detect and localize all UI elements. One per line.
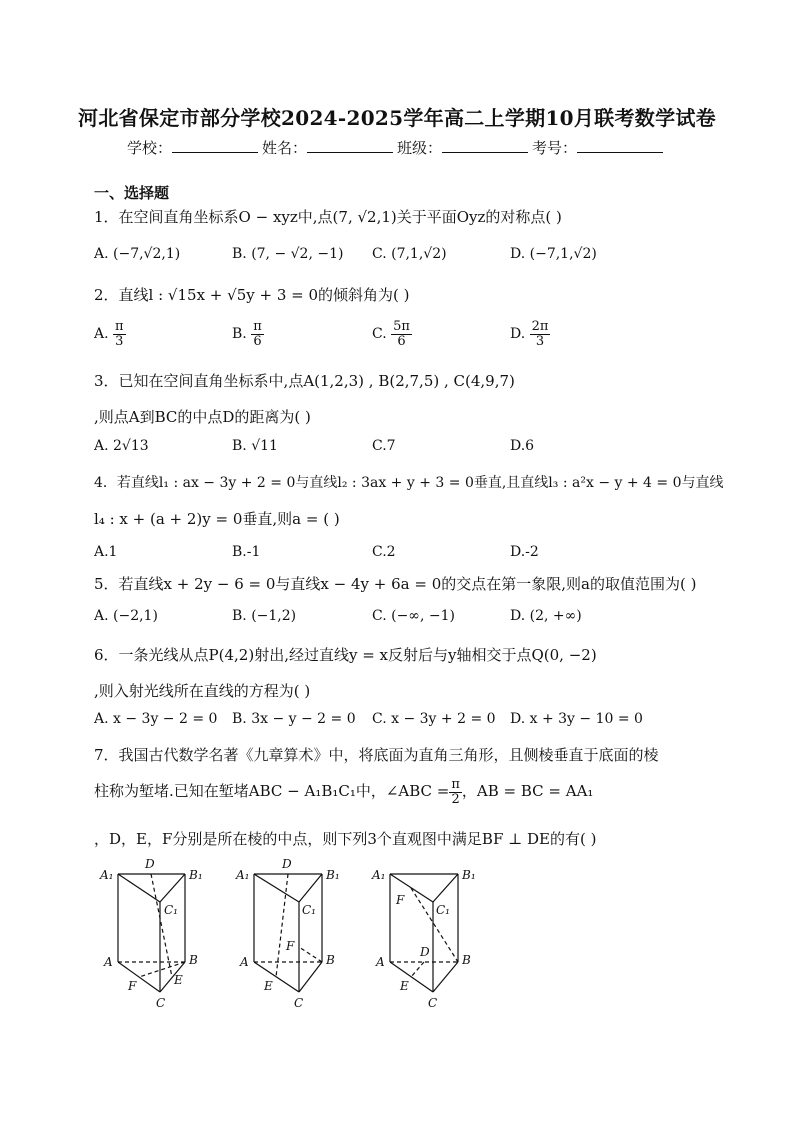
q3-stem-line2: ,则点A到BC的中点D的距离为( ) [94, 408, 311, 426]
q7-stem-line2-b: ，AB = BC = AA₁ [461, 782, 594, 801]
q6-option-d[interactable]: D. x + 3y − 10 = 0 [510, 711, 643, 727]
q7-angle-den: 2 [451, 791, 460, 807]
section-heading: 一、选择题 [94, 184, 170, 202]
q5-stem: 5．若直线x + 2y − 6 = 0与直线x − 4y + 6a = 0的交点在第一象限,则a的取值范围为( ) [94, 575, 697, 593]
fig3-label-c: C [428, 996, 438, 1010]
q7-stem-line1: 7．我国古代数学名著《九章算术》中，将底面为直角三角形，且侧棱垂直于底面的棱 [94, 746, 659, 764]
fig1-label-c1: C₁ [164, 903, 178, 917]
q2-c-num: 5π [393, 319, 410, 334]
q2-option-d[interactable] [510, 320, 550, 348]
q2-a-label: A. [94, 326, 109, 343]
exam-no-blank[interactable] [577, 138, 663, 153]
q3-stem-line1: 3．已知在空间直角坐标系中,点A(1,2,3) , B(2,7,5) , C(4,9,7) [94, 372, 515, 390]
student-info-line [0, 137, 794, 158]
figure-1 [90, 852, 220, 1012]
fig1-label-a1: A₁ [100, 868, 114, 882]
q4-option-a[interactable]: A.1 [94, 544, 118, 560]
q2-option-b[interactable] [232, 320, 264, 348]
q1-option-b[interactable]: B. (7, − √2, −1) [232, 246, 344, 262]
q3-option-a[interactable]: A. 2√13 [94, 438, 149, 454]
fig3-label-b: B [462, 953, 471, 967]
fig2-edge-a1c1 [254, 874, 299, 902]
q3-option-d[interactable]: D.6 [510, 438, 535, 454]
q2-a-fraction [113, 320, 126, 348]
fig3-label-b1: B₁ [462, 868, 476, 882]
fig2-label-a: A [240, 955, 249, 969]
fig1-edge-b1c1 [160, 874, 185, 902]
q6-option-b[interactable]: B. 3x − y − 2 = 0 [232, 711, 356, 727]
q1-option-d[interactable]: D. (−7,1,√2) [510, 246, 597, 262]
fig2-label-e: E [264, 979, 273, 993]
q7-stem-line2 [94, 778, 593, 806]
q2-d-label: D. [510, 326, 526, 343]
q2-d-den: 3 [535, 333, 545, 349]
fig2-edge-bc [299, 962, 322, 992]
fig3-edge-ac [390, 962, 433, 992]
q6-option-c[interactable]: C. x − 3y + 2 = 0 [372, 711, 496, 727]
q1-option-c[interactable]: C. (7,1,√2) [372, 246, 447, 262]
q7-angle-fraction [449, 778, 462, 806]
q4-option-d[interactable]: D.-2 [510, 544, 539, 560]
q2-b-fraction [251, 320, 264, 348]
q6-stem-line1: 6．一条光线从点P(4,2)射出,经过直线y = x反射后与y轴相交于点Q(0, −2) [94, 646, 597, 664]
name-label: 姓名： [261, 139, 307, 157]
fig2-label-c1: C₁ [302, 903, 316, 917]
q5-option-b[interactable]: B. (−1,2) [232, 608, 297, 624]
fig3-segment-bf [411, 888, 458, 962]
q4-stem-line2: l₄ : x + (a + 2)y = 0垂直,则a = ( ) [94, 510, 340, 528]
fig2-edge-ac [254, 962, 299, 992]
fig2-segment-bf [299, 947, 322, 962]
q7-stem-line3: ，D，E，F分别是所在棱的中点，则下列3个直观图中满足BF ⊥ DE的有( ) [94, 830, 597, 848]
q2-c-fraction [391, 320, 412, 348]
q1-option-a[interactable]: A. (−7,√2,1) [94, 246, 181, 262]
fig2-label-b: B [326, 953, 335, 967]
figure-2 [232, 852, 362, 1012]
q2-a-num: π [115, 319, 124, 334]
fig2-label-b1: B₁ [326, 868, 340, 882]
q4-stem-line1: 4．若直线l₁ : ax − 3y + 2 = 0与直线l₂ : 3ax + y + 3 = 0垂直,且直线l₃ : a²x − y + 4 = 0与直线 [94, 475, 724, 491]
q2-d-fraction [530, 320, 551, 348]
q2-a-den: 3 [115, 333, 124, 349]
q1-stem: 1．在空间直角坐标系O − xyz中,点(7, √2,1)关于平面Oyz的对称点( ) [94, 208, 562, 226]
fig1-label-f: F [128, 979, 137, 993]
fig3-label-d: D [420, 945, 430, 959]
exam-no-label: 考号： [532, 139, 578, 157]
q4-option-b[interactable]: B.-1 [232, 544, 261, 560]
class-label: 班级： [397, 139, 443, 157]
fig1-label-d: D [145, 857, 155, 871]
fig3-edge-bc [433, 962, 458, 992]
fig1-label-c: C [156, 996, 166, 1010]
name-blank[interactable] [307, 138, 393, 153]
q2-b-den: 6 [253, 333, 262, 349]
q2-option-c[interactable] [372, 320, 412, 348]
fig2-label-c: C [294, 996, 304, 1010]
q6-option-a[interactable]: A. x − 3y − 2 = 0 [94, 711, 218, 727]
q7-stem-line2-a: 柱称为堑堵.已知在堑堵ABC − A₁B₁C₁中，∠ABC = [94, 782, 450, 801]
fig2-label-d: D [282, 857, 292, 871]
q2-option-a[interactable] [94, 320, 126, 348]
fig1-label-a: A [104, 955, 113, 969]
fig1-label-b: B [189, 953, 198, 967]
q2-b-label: B. [232, 326, 247, 343]
q2-b-num: π [253, 319, 262, 334]
q7-angle-num: π [451, 777, 460, 792]
fig3-segment-de [411, 962, 424, 977]
fig2-label-a1: A₁ [236, 868, 250, 882]
q5-option-d[interactable]: D. (2, +∞) [510, 608, 582, 624]
school-label: 学校： [126, 139, 172, 157]
fig1-edge-ac [118, 962, 160, 992]
fig2-label-f: F [286, 939, 295, 953]
fig3-label-a: A [376, 955, 385, 969]
q5-option-a[interactable]: A. (−2,1) [94, 608, 158, 624]
q4-option-c[interactable]: C.2 [372, 544, 396, 560]
fig3-label-c1: C₁ [436, 903, 450, 917]
fig1-label-e: E [174, 973, 183, 987]
fig3-edge-b1c1 [433, 874, 458, 902]
fig2-edge-b1c1 [299, 874, 322, 902]
fig1-label-b1: B₁ [189, 868, 203, 882]
fig3-label-f: F [396, 893, 405, 907]
class-blank[interactable] [442, 138, 528, 153]
q2-stem: 2．直线l : √15x + √5y + 3 = 0的倾斜角为( ) [94, 286, 410, 304]
figure-3 [370, 852, 500, 1012]
fig3-label-e: E [400, 979, 409, 993]
school-blank[interactable] [172, 138, 258, 153]
page-title: 河北省保定市部分学校2024-2025学年高二上学期10月联考数学试卷 [78, 106, 716, 130]
q3-option-b[interactable]: B. √11 [232, 438, 278, 454]
q6-stem-line2: ,则入射光线所在直线的方程为( ) [94, 682, 311, 700]
q3-option-c[interactable]: C.7 [372, 438, 396, 454]
q2-c-den: 6 [397, 333, 406, 349]
q2-c-label: C. [372, 326, 387, 343]
q2-d-num: 2π [531, 319, 549, 334]
fig3-label-a1: A₁ [372, 868, 386, 882]
q5-option-c[interactable]: C. (−∞, −1) [372, 608, 455, 624]
